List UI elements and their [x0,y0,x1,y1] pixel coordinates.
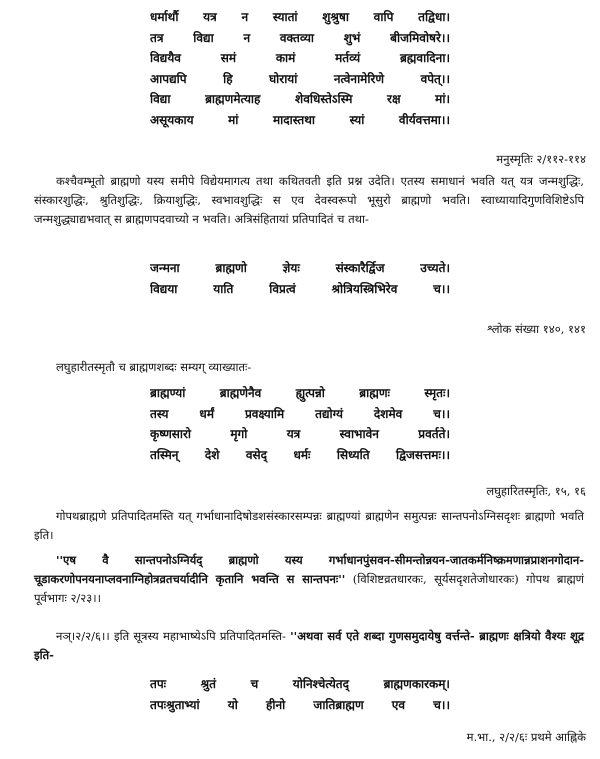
reference-4: म.भा., २/२/६ः प्रथमे आह्निके [466,730,586,744]
quote-bold: ''एष वै सान्तपनोऽग्निर्यद् ब्राह्मणो यस्य गर्भाधानपुंसवन-सीमन्तोन्नयन-जातकर्मनिष्क्रमणान्नप्राशनगोदान-चूडाकरणोपनयनाप्लवनाग्निहोत्रव्रतचर्यादीनि कृतानि भवन्ति स सान्तपनः'' [34,553,584,586]
verse-line: विद्ययैव समं कामं मर्तव्यं ब्रह्मवादिना। [150,51,450,65]
verse-block-1 [150,7,450,130]
paragraph-3: गोपथब्राह्मणे प्रतिपादितमस्ति यत् गर्भाधानादिषोडशसंस्कारसम्पन्नः ब्राह्मण्यां ब्राह्मणेन समुत्पन्नः सान्तपनोऽग्निसदृशः ब्राह्मणो भवति इति। [34,509,584,542]
paragraph-4: नञ्।२/२/६।। इति सूत्रस्य महाभाष्येऽपि प्रतिपादितमस्ति- ''अथवा सर्व एते शब्दा गुणसमुदायेषु वर्त्तन्ते- ब्राह्मणः क्षत्रियो वैश्यः शूद्र इति- [34,629,584,662]
verse-line: विद्यया याति विप्रत्वं श्रोत्रियस्त्रिभिरेव च।। [150,281,450,296]
verse-line: तपः श्रुतं च योनिश्चेत्येतद् ब्राह्मणकारकम्। [150,677,450,691]
reference-1: मनुस्मृतिः २/११२-११४ [496,152,586,166]
verse-line: आपद्यपि हि घोरायां नत्वेनामेरिणे वपेत्।। [150,71,450,86]
reference-2: श्लोक संख्या १४०, १४१ [487,322,586,336]
gopatha-quote [34,551,584,608]
verse-line: तस्य धर्मं प्रवक्ष्यामि तद्योग्यं देशमेव च।। [150,406,450,421]
verse-line: तत्र विद्या न वक्तव्या शुभं बीजमिवोषरे।। [150,30,450,45]
reference-3: लघुहारितस्मृतिः, १५, १६ [486,484,586,498]
verse-line: जन्मना ब्राह्मणो ज्ञेयः संस्कारैर्द्विज उच्यते। [150,261,450,275]
verse-line: विद्या ब्राह्मणमेत्याह शेवधिस्तेऽस्मि रक्ष मां। [150,92,450,106]
quote-tail: (विशिष्टव्रतधारकः, सूर्यसदृशतेजोधारकः) गोपथ ब्राह्मणं पूर्वभागः २/२३।। [34,572,584,605]
paragraph-2: लघुहारीतस्मृतौ च ब्राह्मणशब्दः सम्यग् व्याख्यातः- [56,360,252,374]
verse-line: असूयकाय मां मादास्तथा स्यां वीर्यवत्तमा।। [150,112,450,127]
paragraph-1: कश्चैवम्भूतो ब्राह्मणो यस्य समीपे विद्येयमागत्य तथा कथितवती इति प्रश्न उदेति। एतस्य समाधानं भवति यत् यत्र जन्मशुद्धिः, संस्कारशुद्धिः, श्रुतिशुद्धिः, क्रियाशुद्धिः, स्वभावशुद्धिः स एव देवस्वरूपो भूसुरो ब्राह्मणो भवति। स्वाध्यायादिगुणविशिष्टेऽपि जन्मशुद्ध्याद्यभवात् स ब्राह्मणपदवाच्यो न भवति। अत्रिसंहितायां प्रतिपादितं च तथा- [34,174,584,226]
verse-block-4 [150,674,450,715]
verse-block-2 [150,258,450,299]
verse-block-3 [150,383,450,465]
verse-line: कृष्णसारो मृगो यत्र स्वाभावेन प्रवर्तते। [150,427,450,441]
verse-line: तस्मिन् देशे वसेद् धर्मः सिध्यति द्विजसत्तमः।। [150,447,450,462]
verse-line: ब्राह्मण्यां ब्राह्मणेनैव ह्युत्पन्नो ब्राह्मणः स्मृतः। [150,386,450,400]
verse-line: धर्मार्थौ यत्र न स्यातां शुश्रुषा वापि तद्विधा। [150,10,450,24]
verse-line: तपःश्रुताभ्यां यो हीनो जातिब्राह्मण एव च।। [150,697,450,712]
